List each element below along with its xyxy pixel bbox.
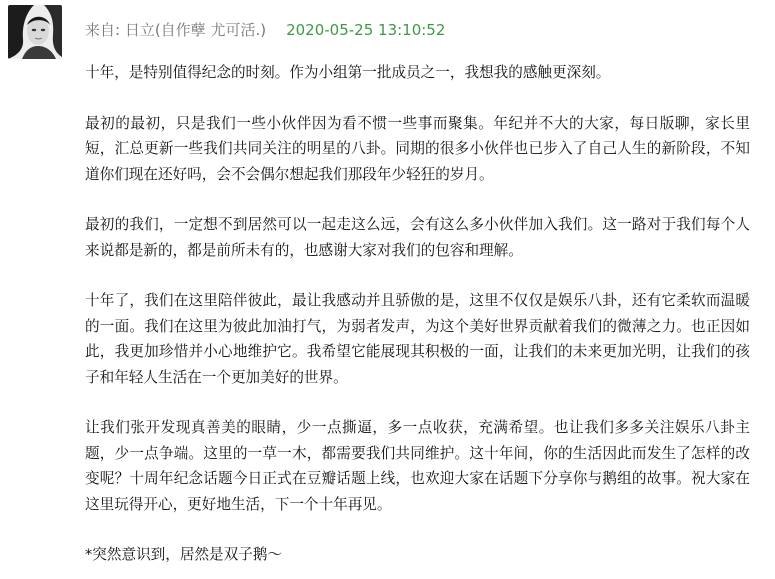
post-content	[85, 60, 750, 568]
paragraph-4: 十年了，我们在这里陪伴彼此，最让我感动并且骄傲的是，这里不仅仅是娱乐八卦，还有它柔软而温暖的一面。我们在这里为彼此加油打气，为弱者发声，为这个美好世界贡献着我们的微薄之力。也正因如此，我更加珍惜并小心地维护它。我希望它能展现其积极的一面，让我们的未来更加光明，让我们的孩子和年轻人生活在一个更加美好的世界。	[85, 292, 750, 386]
author-link[interactable]: 日立(自作孽 尤可活.)	[124, 21, 267, 39]
post-header	[85, 18, 445, 42]
footnote: *突然意识到，居然是双子鹅～	[85, 546, 283, 563]
from-label: 来自:	[85, 21, 125, 39]
paragraph-1: 十年，是特别值得纪念的时刻。作为小组第一批成员之一，我想我的感触更深刻。	[85, 64, 611, 81]
paragraph-5: 让我们张开发现真善美的眼睛，少一点撕逼，多一点收获，充满希望。也让我们多多关注娱乐八卦主题，少一点争端。这里的一草一木，都需要我们共同维护。这十年间，你的生活因此而发生了怎样的改变呢？十周年纪念话题今日正式在豆瓣话题上线，也欢迎大家在话题下分享你与鹅组的故事。祝大家在这里玩得开心，更好地生活，下一个十年再见。	[85, 419, 750, 513]
post-timestamp: 2020-05-25 13:10:52	[286, 21, 446, 39]
user-avatar-icon[interactable]	[8, 5, 62, 59]
paragraph-2: 最初的最初，只是我们一些小伙伴因为看不惯一些事而聚集。年纪并不大的大家，每日版聊，家长里短，汇总更新一些我们共同关注的明星的八卦。同期的很多小伙伴也已步入了自己人生的新阶段，不知道你们现在还好吗，会不会偶尔想起我们那段年少轻狂的岁月。	[85, 114, 750, 183]
paragraph-3: 最初的我们，一定想不到居然可以一起走这么远，会有这么多小伙伴加入我们。这一路对于我们每个人来说都是新的，都是前所未有的，也感谢大家对我们的包容和理解。	[85, 216, 750, 259]
